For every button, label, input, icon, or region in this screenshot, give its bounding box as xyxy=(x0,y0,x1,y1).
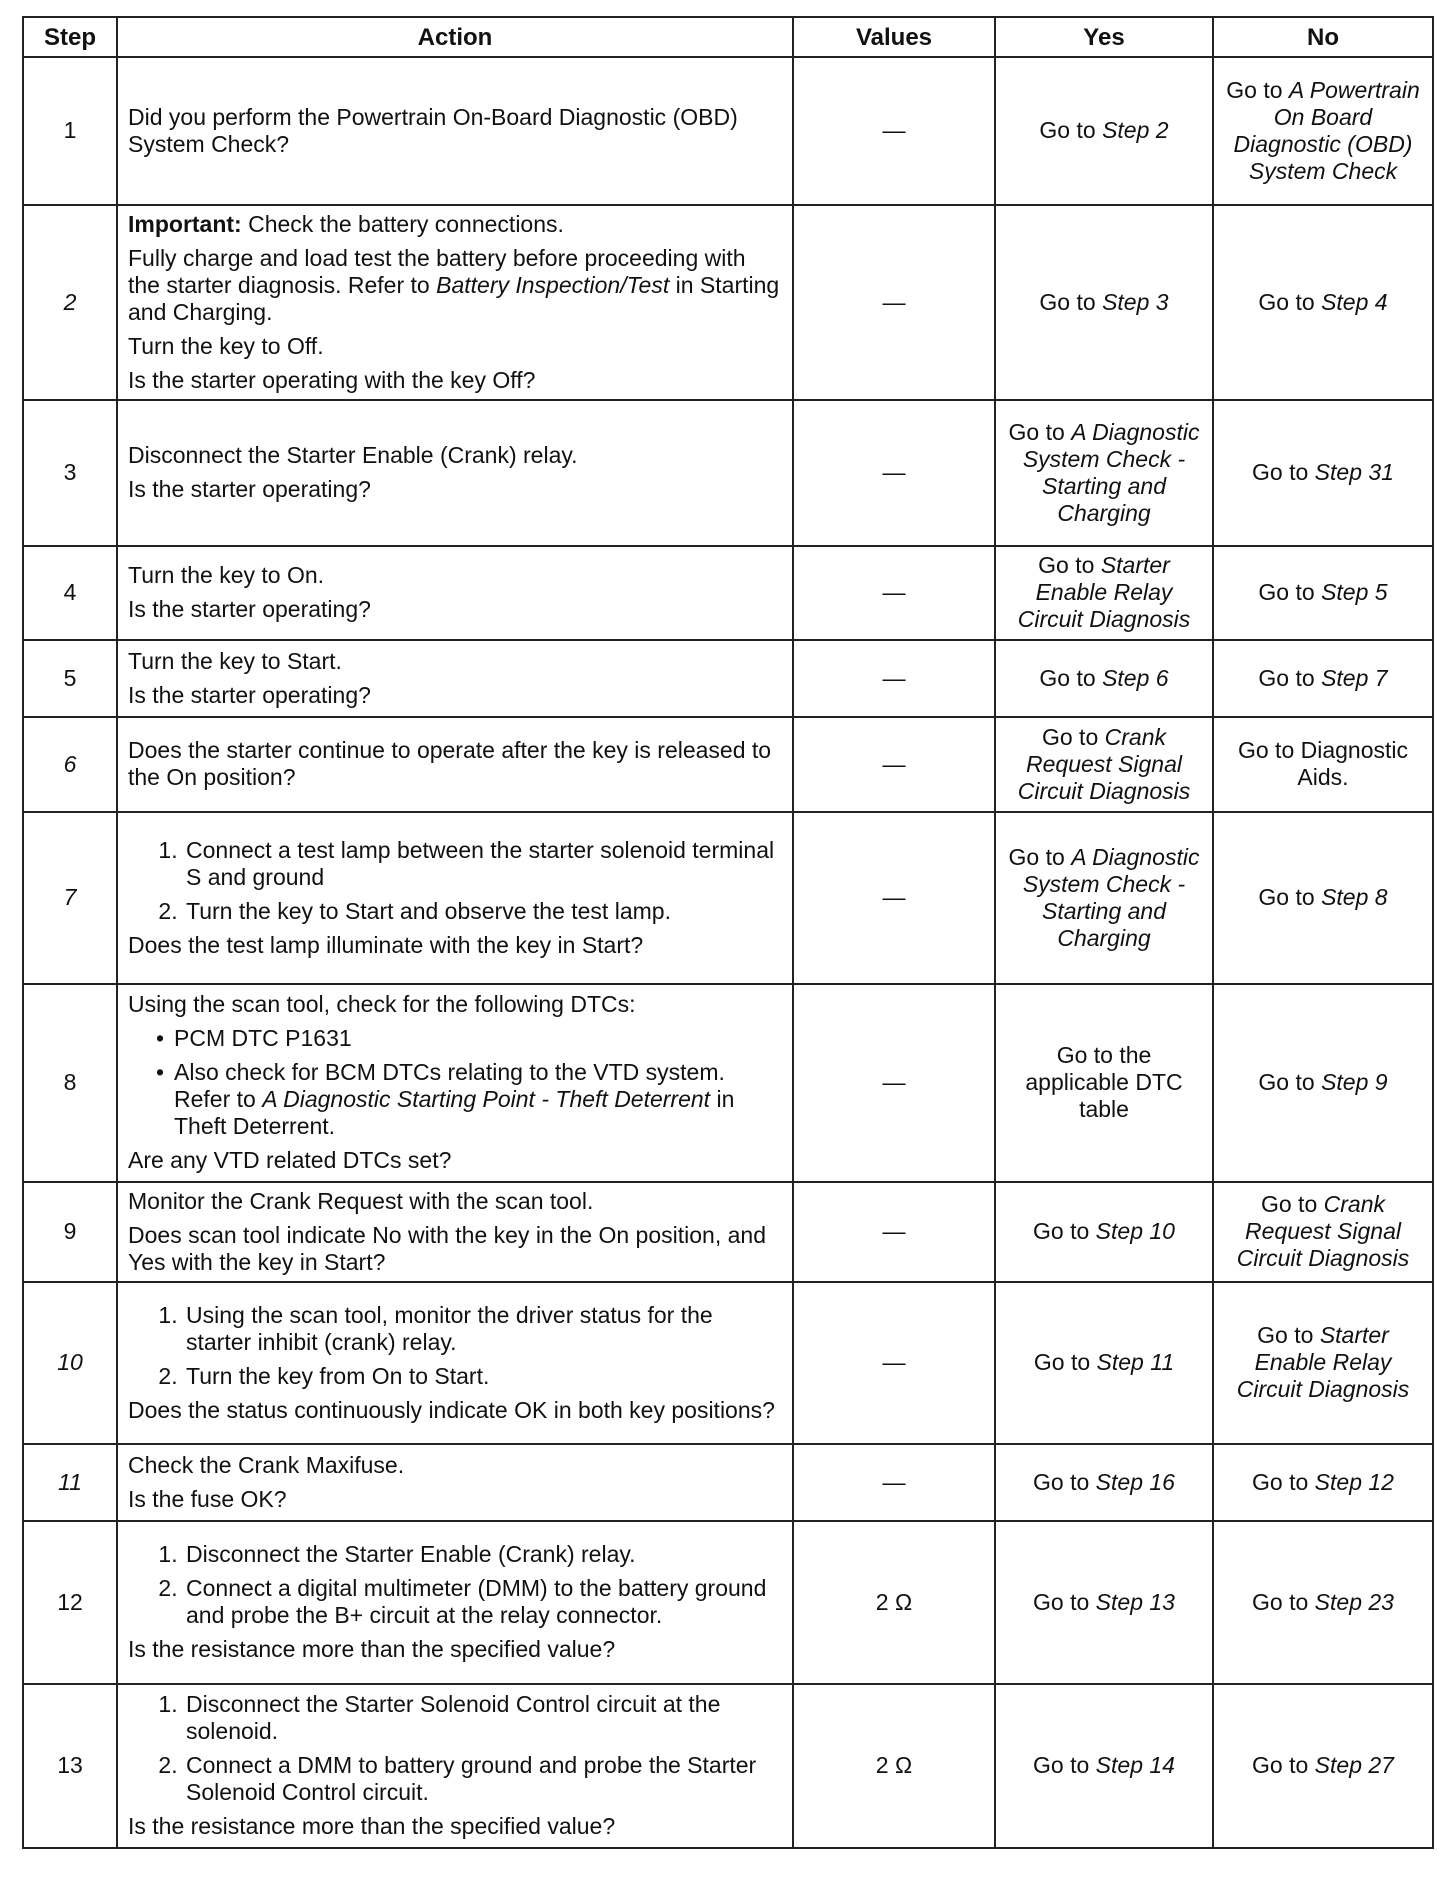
table-row xyxy=(23,1182,1433,1282)
action-cell xyxy=(117,546,793,640)
table-row xyxy=(23,57,1433,205)
italic-reference: Step 5 xyxy=(1321,579,1388,605)
step-cell: 6 xyxy=(23,717,117,812)
yes-cell: Go to A Diagnostic System Check - Starting and Charging xyxy=(995,400,1213,546)
italic-reference: Step 12 xyxy=(1314,1468,1394,1495)
action-bullet: • PCM DTC P1631 xyxy=(174,1025,782,1052)
italic-reference: A Diagnostic System Check - Starting and Charging xyxy=(1022,418,1200,526)
action-step: 1. Disconnect the Starter Enable (Crank) relay. xyxy=(184,1541,782,1568)
step-cell: 11 xyxy=(23,1444,117,1521)
action-text: Does scan tool indicate No with the key in the On position, and Yes with the key in Start? xyxy=(128,1221,766,1275)
no-cell: Go to Step 27 xyxy=(1213,1684,1433,1848)
values-cell: — xyxy=(793,812,995,984)
italic-reference: Crank Request Signal Circuit Diagnosis xyxy=(1236,1191,1410,1271)
action-bullet-list xyxy=(128,1025,782,1140)
action-cell xyxy=(117,1444,793,1521)
values-cell: 2 Ω xyxy=(793,1684,995,1848)
action-cell xyxy=(117,812,793,984)
italic-reference: Step 7 xyxy=(1321,664,1388,691)
step-cell: 2 xyxy=(23,205,117,400)
italic-reference: Crank Request Signal Circuit Diagnosis xyxy=(1017,723,1191,804)
action-cell xyxy=(117,400,793,546)
action-text: Does the status continuously indicate OK in both key positions? xyxy=(128,1396,775,1423)
values-cell: — xyxy=(793,1444,995,1521)
no-cell: Go to Step 8 xyxy=(1213,812,1433,984)
italic-reference: Step 23 xyxy=(1314,1588,1394,1615)
italic-reference: Step 10 xyxy=(1095,1218,1175,1244)
no-cell: Go to A Powertrain On Board Diagnostic (OBD) System Check xyxy=(1213,57,1433,205)
yes-cell: Go to Crank Request Signal Circuit Diagnosis xyxy=(995,717,1213,812)
step-cell: 12 xyxy=(23,1521,117,1684)
action-text: Are any VTD related DTCs set? xyxy=(128,1147,452,1173)
italic-reference: Step 9 xyxy=(1321,1069,1388,1095)
italic-reference: Step 14 xyxy=(1095,1752,1175,1778)
action-cell xyxy=(117,1684,793,1848)
no-cell: Go to Crank Request Signal Circuit Diagnosis xyxy=(1213,1182,1433,1282)
values-cell: — xyxy=(793,1282,995,1444)
no-cell: Go to Starter Enable Relay Circuit Diagnosis xyxy=(1213,1282,1433,1444)
table-body xyxy=(23,57,1433,1848)
action-cell xyxy=(117,1521,793,1684)
yes-cell: Go to the applicable DTC table xyxy=(995,984,1213,1182)
action-steps-list xyxy=(128,1541,782,1629)
values-cell: — xyxy=(793,717,995,812)
yes-cell: Go to Step 3 xyxy=(995,205,1213,400)
italic-reference: Step 6 xyxy=(1102,664,1169,691)
values-cell: — xyxy=(793,1182,995,1282)
no-cell: Go to Step 4 xyxy=(1213,205,1433,400)
italic-reference: A Diagnostic Starting Point - Theft Deterrent xyxy=(262,1086,711,1112)
action-text: Disconnect the Starter Enable (Crank) relay. xyxy=(128,442,578,468)
italic-reference: Step 13 xyxy=(1095,1588,1175,1615)
action-text: Important: Check the battery connections. xyxy=(128,210,564,237)
action-text: Turn the key to Off. xyxy=(128,332,324,359)
table-row xyxy=(23,1521,1433,1684)
action-text: Did you perform the Powertrain On-Board Diagnostic (OBD) System Check? xyxy=(128,103,738,157)
no-cell: Go to Step 31 xyxy=(1213,400,1433,546)
italic-reference: A Diagnostic System Check - Starting and Charging xyxy=(1022,843,1200,951)
action-cell xyxy=(117,717,793,812)
values-cell: 2 Ω xyxy=(793,1521,995,1684)
action-text: Is the resistance more than the specified value? xyxy=(128,1813,616,1839)
action-steps-list xyxy=(128,1302,782,1390)
action-cell xyxy=(117,1182,793,1282)
yes-cell: Go to A Diagnostic System Check - Starting and Charging xyxy=(995,812,1213,984)
italic-reference: Step 11 xyxy=(1096,1349,1175,1375)
table-row xyxy=(23,546,1433,640)
italic-reference: Step 27 xyxy=(1314,1752,1394,1778)
bold-label: Important: xyxy=(128,210,242,237)
italic-reference: Battery Inspection/Test xyxy=(436,271,670,298)
action-steps-list xyxy=(128,1691,782,1806)
italic-reference: Step 4 xyxy=(1321,288,1388,315)
action-bullet: • Also check for BCM DTCs relating to the VTD system. Refer to A Diagnostic Starting Point - Theft Deterrent in Theft Deterrent. xyxy=(174,1059,782,1140)
values-cell: — xyxy=(793,640,995,717)
yes-cell: Go to Step 2 xyxy=(995,57,1213,205)
action-text: Is the fuse OK? xyxy=(128,1485,287,1512)
italic-reference: Step 3 xyxy=(1102,288,1169,315)
no-cell: Go to Step 9 xyxy=(1213,984,1433,1182)
yes-cell: Go to Step 6 xyxy=(995,640,1213,717)
table-row xyxy=(23,812,1433,984)
no-cell: Go to Diagnostic Aids. xyxy=(1213,717,1433,812)
action-step: 2. Connect a DMM to battery ground and probe the Starter Solenoid Control circuit. xyxy=(184,1752,782,1806)
action-cell xyxy=(117,640,793,717)
action-text: Turn the key to On. xyxy=(128,562,325,588)
values-cell: — xyxy=(793,205,995,400)
action-cell xyxy=(117,1282,793,1444)
step-cell: 3 xyxy=(23,400,117,546)
action-text: Monitor the Crank Request with the scan tool. xyxy=(128,1187,594,1214)
no-cell: Go to Step 12 xyxy=(1213,1444,1433,1521)
step-cell: 7 xyxy=(23,812,117,984)
values-cell: — xyxy=(793,546,995,640)
step-cell: 5 xyxy=(23,640,117,717)
table-row xyxy=(23,640,1433,717)
table-row xyxy=(23,1282,1433,1444)
step-cell: 1 xyxy=(23,57,117,205)
step-cell: 13 xyxy=(23,1684,117,1848)
values-cell: — xyxy=(793,400,995,546)
italic-reference: Step 8 xyxy=(1321,884,1388,910)
action-step: 2. Turn the key from On to Start. xyxy=(184,1363,782,1390)
yes-cell: Go to Starter Enable Relay Circuit Diagnosis xyxy=(995,546,1213,640)
action-text: Is the starter operating with the key Off? xyxy=(128,366,536,393)
values-cell: — xyxy=(793,57,995,205)
italic-reference: Step 16 xyxy=(1095,1468,1175,1495)
step-cell: 4 xyxy=(23,546,117,640)
step-cell: 8 xyxy=(23,984,117,1182)
action-text: Is the starter operating? xyxy=(128,681,371,708)
action-text: Fully charge and load test the battery before proceeding with the starter diagnosis. Refer to Battery Inspection/Test in Starting and Charging. xyxy=(128,244,780,325)
action-text: Does the test lamp illuminate with the key in Start? xyxy=(128,931,644,958)
action-step: 1. Disconnect the Starter Solenoid Control circuit at the solenoid. xyxy=(184,1691,782,1745)
action-text: Does the starter continue to operate after the key is released to the On position? xyxy=(128,737,772,790)
action-step: 2. Turn the key to Start and observe the test lamp. xyxy=(184,898,782,925)
italic-reference: Starter Enable Relay Circuit Diagnosis xyxy=(1236,1322,1410,1402)
action-step: 1. Using the scan tool, monitor the driver status for the starter inhibit (crank) relay. xyxy=(184,1302,782,1356)
yes-cell: Go to Step 16 xyxy=(995,1444,1213,1521)
table-row xyxy=(23,205,1433,400)
header-values: Values xyxy=(793,17,995,57)
values-cell: — xyxy=(793,984,995,1182)
step-cell: 9 xyxy=(23,1182,117,1282)
action-step: 1. Connect a test lamp between the starter solenoid terminal S and ground xyxy=(184,837,782,891)
action-text: Is the starter operating? xyxy=(128,596,371,622)
table-row xyxy=(23,717,1433,812)
action-text: Turn the key to Start. xyxy=(128,647,342,674)
header-yes: Yes xyxy=(995,17,1213,57)
no-cell: Go to Step 23 xyxy=(1213,1521,1433,1684)
yes-cell: Go to Step 11 xyxy=(995,1282,1213,1444)
action-step: 2. Connect a digital multimeter (DMM) to the battery ground and probe the B+ circuit at the relay connector. xyxy=(184,1575,782,1629)
italic-reference: Step 2 xyxy=(1102,117,1169,143)
table-header-row xyxy=(23,17,1433,57)
action-text: Using the scan tool, check for the following DTCs: xyxy=(128,991,636,1017)
header-step: Step xyxy=(23,17,117,57)
no-cell: Go to Step 7 xyxy=(1213,640,1433,717)
table-row xyxy=(23,984,1433,1182)
header-action: Action xyxy=(117,17,793,57)
no-cell: Go to Step 5 xyxy=(1213,546,1433,640)
action-text: Is the starter operating? xyxy=(128,476,371,502)
italic-reference: Step 31 xyxy=(1314,459,1394,485)
diagnostic-table xyxy=(22,16,1434,1849)
italic-reference: A Powertrain On Board Diagnostic (OBD) System Check xyxy=(1233,76,1420,184)
action-text: Check the Crank Maxifuse. xyxy=(128,1451,405,1478)
yes-cell: Go to Step 13 xyxy=(995,1521,1213,1684)
yes-cell: Go to Step 14 xyxy=(995,1684,1213,1848)
italic-reference: Starter Enable Relay Circuit Diagnosis xyxy=(1017,552,1191,632)
table-row xyxy=(23,1684,1433,1848)
header-no: No xyxy=(1213,17,1433,57)
yes-cell: Go to Step 10 xyxy=(995,1182,1213,1282)
step-cell: 10 xyxy=(23,1282,117,1444)
action-cell xyxy=(117,984,793,1182)
table-row xyxy=(23,1444,1433,1521)
action-text: Is the resistance more than the specified value? xyxy=(128,1636,616,1662)
table-row xyxy=(23,400,1433,546)
action-cell xyxy=(117,205,793,400)
action-cell xyxy=(117,57,793,205)
action-steps-list xyxy=(128,837,782,925)
